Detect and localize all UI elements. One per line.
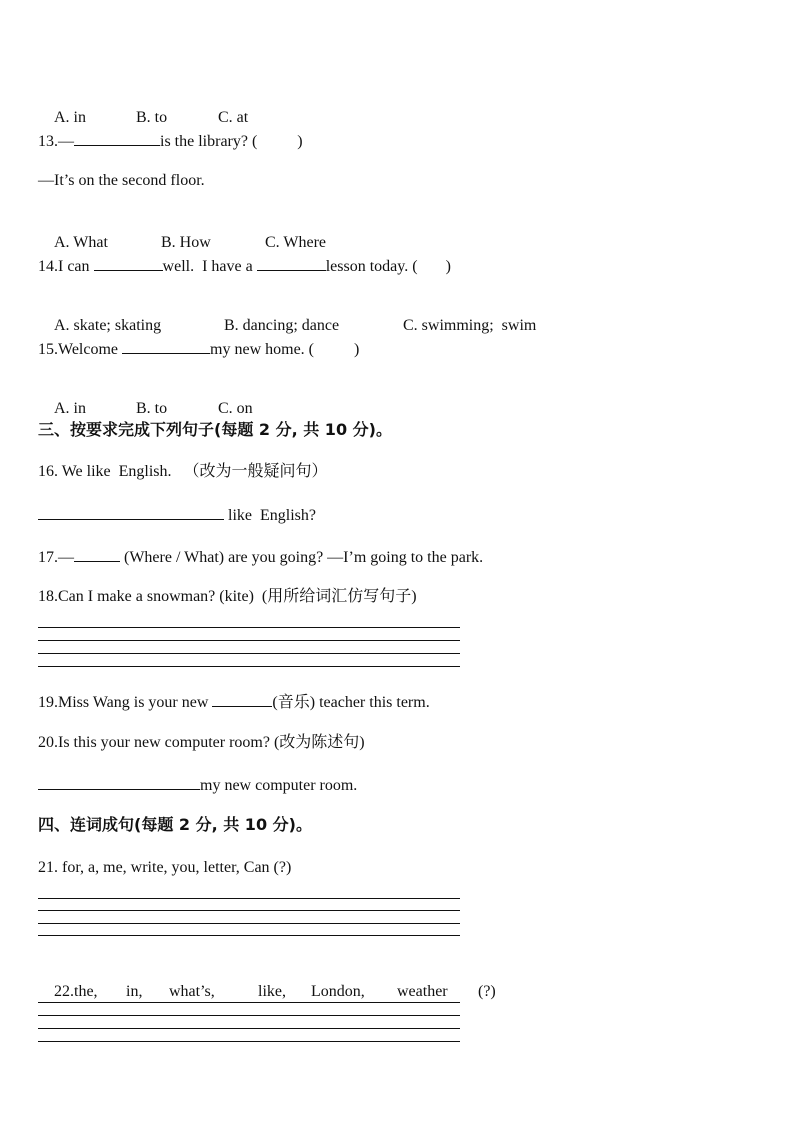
q20-answer-line xyxy=(38,774,357,796)
q22-word: London, xyxy=(311,983,365,1000)
q13-number: 13. xyxy=(38,133,58,150)
writing-line xyxy=(38,898,460,899)
q15-close-paren: ) xyxy=(354,341,360,358)
q13-option-b: B. How xyxy=(161,234,211,251)
q14-text-2: well. I have a xyxy=(162,258,257,275)
q20-question: 20.Is this your new computer room? (改为陈述句) xyxy=(38,734,365,751)
q22-word: like, xyxy=(258,983,286,1000)
q17-text-1: 17.— xyxy=(38,549,74,566)
q16-blank[interactable] xyxy=(38,504,224,520)
q13-option-a: A. What xyxy=(54,234,108,251)
q22-word: in, xyxy=(126,983,143,1000)
section-4-heading: 四、连词成句(每题 2 分, 共 10 分)。 xyxy=(38,815,312,834)
q14-question xyxy=(38,255,451,277)
writing-line xyxy=(38,1015,460,1016)
q13-option-c: C. Where xyxy=(265,234,327,251)
q17-blank[interactable] xyxy=(74,546,120,562)
writing-line xyxy=(38,640,460,641)
q16-answer-line xyxy=(38,504,316,526)
q16-answer-text: like English? xyxy=(224,507,316,524)
q16-question: 16. We like English. （改为一般疑问句） xyxy=(38,463,328,480)
q22-word: weather xyxy=(397,983,448,1000)
q15-option-b: B. to xyxy=(136,400,168,417)
q20-answer-text: my new computer room. xyxy=(200,777,358,794)
q15-text-2: my new home. ( xyxy=(210,341,314,358)
q12-option-a: A. in xyxy=(54,109,86,126)
q19-text-1: 19.Miss Wang is your new xyxy=(38,694,213,711)
q13-close-paren: ) xyxy=(297,133,303,150)
q13-blank[interactable] xyxy=(74,130,160,146)
q15-blank[interactable] xyxy=(122,338,210,354)
q13-question xyxy=(38,130,303,152)
writing-line xyxy=(38,653,460,654)
q15-option-a: A. in xyxy=(54,400,86,417)
q13-answer: —It’s on the second floor. xyxy=(38,172,205,189)
q14-text-3: lesson today. ( xyxy=(325,258,418,275)
writing-line xyxy=(38,923,460,924)
q15-option-c: C. on xyxy=(218,400,253,417)
q15-question xyxy=(38,338,359,360)
q22-question xyxy=(38,962,496,1022)
q14-text-1: 14.I can xyxy=(38,258,94,275)
q12-option-c: C. at xyxy=(218,109,249,126)
writing-line xyxy=(38,1041,460,1042)
q12-option-b: B. to xyxy=(136,109,168,126)
writing-line xyxy=(38,627,460,628)
q22-word: 22.the, xyxy=(54,983,98,1000)
writing-line xyxy=(38,666,460,667)
q21-question: 21. for, a, me, write, you, letter, Can (?) xyxy=(38,859,292,876)
writing-line xyxy=(38,1028,460,1029)
q14-option-a: A. skate; skating xyxy=(54,317,162,334)
q17-question xyxy=(38,546,483,568)
section-3-heading: 三、按要求完成下列句子(每题 2 分, 共 10 分)。 xyxy=(38,420,392,439)
q19-question xyxy=(38,691,430,713)
q15-text-1: 15.Welcome xyxy=(38,341,123,358)
writing-line xyxy=(38,1002,460,1003)
q13-text: is the library? ( xyxy=(160,133,258,150)
q20-blank[interactable] xyxy=(38,774,200,790)
q14-blank-2[interactable] xyxy=(257,255,326,271)
q14-option-b: B. dancing; dance xyxy=(224,317,340,334)
q22-word: (?) xyxy=(478,983,496,1000)
q14-blank-1[interactable] xyxy=(94,255,163,271)
q22-word: what’s, xyxy=(169,983,215,1000)
q14-option-c: C. swimming; swim xyxy=(403,317,537,334)
q19-text-2: (音乐) teacher this term. xyxy=(272,694,430,711)
writing-line xyxy=(38,935,460,936)
q19-blank[interactable] xyxy=(212,691,272,707)
q13-dash: — xyxy=(58,133,74,150)
q17-text-2: (Where / What) are you going? —I’m going to the park. xyxy=(120,549,484,566)
writing-line xyxy=(38,910,460,911)
q18-question: 18.Can I make a snowman? (kite) (用所给词汇仿写句子) xyxy=(38,588,417,605)
q14-close-paren: ) xyxy=(445,258,451,275)
